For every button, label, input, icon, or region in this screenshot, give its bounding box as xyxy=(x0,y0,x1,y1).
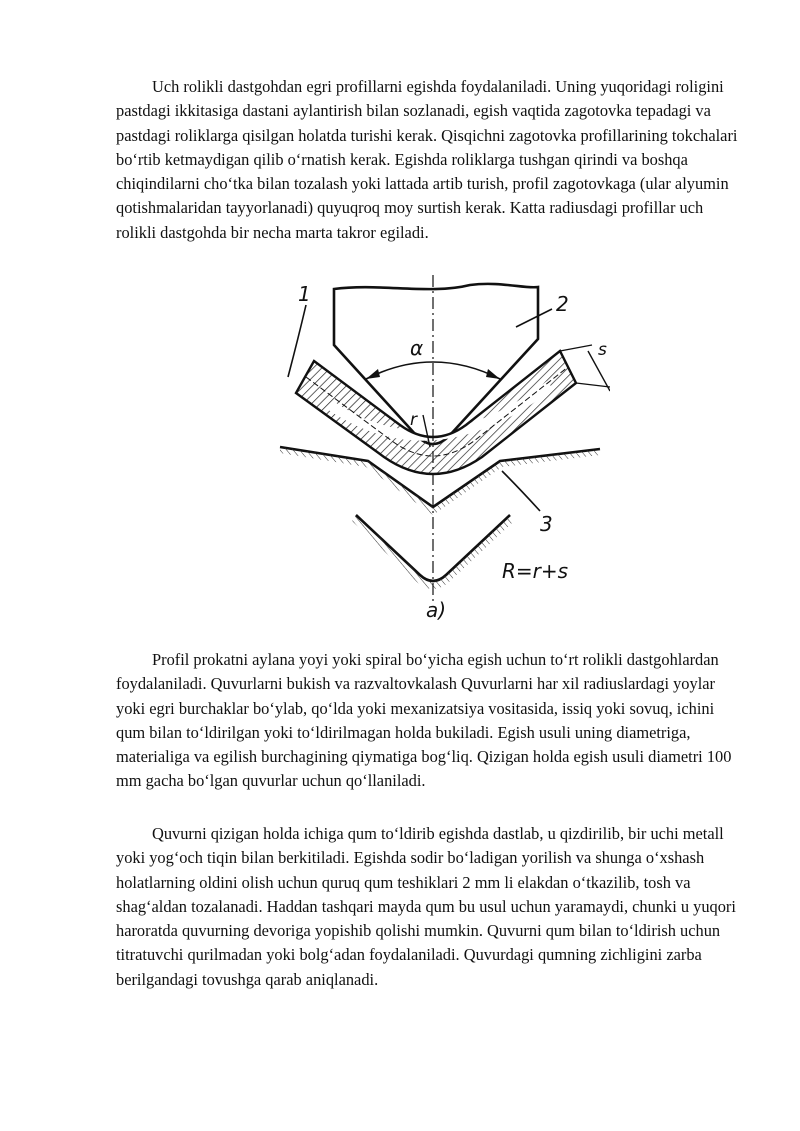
s-ext-2 xyxy=(576,383,610,387)
leader-1 xyxy=(288,305,306,377)
bending-diagram-figure xyxy=(270,275,610,625)
label-r: r xyxy=(410,410,417,430)
figure-caption: a) xyxy=(426,598,447,622)
paragraph-four-roller-and-pipe-bending: Profil prokatni aylana yoyi yoki spiral bo‘yicha egish uchun to‘rt rolikli dastgohlardan foydalaniladi. Quvurlarni bukish va razvaltovkalash Quvurlarni har xil radiuslardagi yoylar yoki egri burchaklar bo‘ylab, qo‘lda yoki mexanizatsiya vositasida, issiq yoki sovuq, ichini qum bilan to‘ldirilgan yoki to‘ldirilmagan holda bukiladi. Egish usuli uning diametriga, materialiga va egilish burchagining qiymatiga bog‘liq. Qizigan holda egish usuli diametri 100 mm gacha bo‘lgan quvurlar uchun qo‘llaniladi. xyxy=(116,650,732,791)
paragraph-sand-filling: Quvurni qizigan holda ichiga qum to‘ldirib egishda dastlab, u qizdirilib, bir uchi metall yoki yog‘och tiqin bilan berkitiladi. Egishda sodir bo‘ladigan yorilish va shunga o‘xshash holatlarning oldini olish uchun quruq qum teshiklari 2 mm li elakdan o‘tkazilib, tosh va shag‘aldan tozalanadi. Haddan tashqari mayda qum bu usul uchun yaramaydi, chunki u yuqori haroratda quvurning devoriga yopishib qolishi mumkin. Quvurni qum bilan to‘ldirish uchun titratuvchi qurilmadan yoki bolg‘adan foydalaniladi. Quvurdagi qumning zichligini zarba berilgandagi tovushga qarab aniqlanadi. xyxy=(116,824,736,989)
s-ext-1 xyxy=(560,345,592,351)
label-part-1: 1 xyxy=(298,282,311,306)
label-part-3: 3 xyxy=(540,512,553,536)
leader-3 xyxy=(502,471,540,511)
label-formula: R=r+s xyxy=(502,559,569,583)
label-alpha: α xyxy=(410,336,424,360)
paragraph-three-roller-bending: Uch rolikli dastgohdan egri profillarni egishda foydalaniladi. Uning yuqoridagi roligini pastdagi ikkitasiga dastani aylantirish bilan sozlanadi, egish vaqtida zagotovka tepadagi va pastdagi roliklarga qisilgan holatda turishi kerak. Qisqichni zagotovka profillarining tokchalari bo‘rtib ketmaydigan qilib o‘rnatish kerak. Egishda roliklarga tushgan qirindi va boshqa chiqindilarni cho‘tka bilan tozalash yoki lattada artib turish, profil zagotovkaga (ular alyumin qotishmalaridan tayyorlanadi) quyuqroq moy surtish kerak. Katta radiusdagi profillar uch rolikli dastgohda bir necha marta takror egiladi. xyxy=(116,77,738,242)
label-part-2: 2 xyxy=(556,292,569,316)
bending-diagram xyxy=(270,275,610,625)
label-s: s xyxy=(598,340,607,360)
